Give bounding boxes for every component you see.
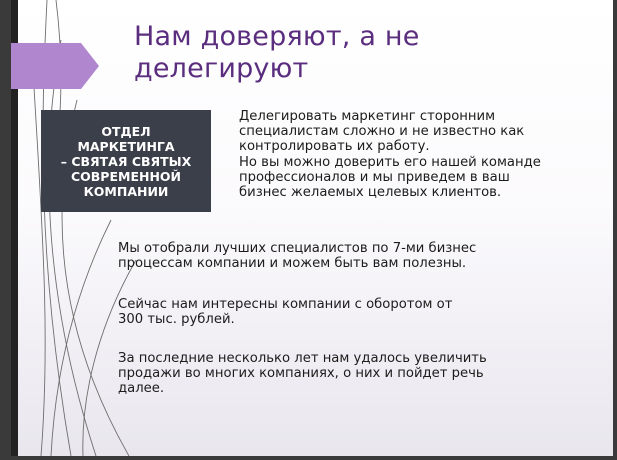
paragraph-delegation: Делегировать маркетинг сторонним специалистам сложно и не известно как контролировать их работу. Но вы можно доверить его нашей команде профессионалов и мы приведем в ваш бизнес желаемых целевых клиентов. bbox=[239, 109, 541, 201]
paragraph-turnover: Сейчас нам интересны компании с оборотом от 300 тыс. рублей. bbox=[118, 297, 453, 328]
paragraph-specialists: Мы отобрали лучших специалистов по 7-ми бизнес процессам компании и можем быть вам полезны. bbox=[118, 241, 477, 272]
callout-text: ОТДЕЛ МАРКЕТИНГА – СВЯТАЯ СВЯТЫХ СОВРЕМЕННОЙ КОМПАНИИ bbox=[60, 123, 192, 199]
title-arrow-shape bbox=[11, 43, 99, 89]
paragraph-results: За последние несколько лет нам удалось увеличить продажи во многих компаниях, о них и пойдет речь далее. bbox=[118, 351, 487, 397]
slide-title: Нам доверяют, а не делегируют bbox=[134, 21, 420, 84]
slide bbox=[11, 0, 613, 456]
marketing-callout-box bbox=[41, 110, 211, 212]
